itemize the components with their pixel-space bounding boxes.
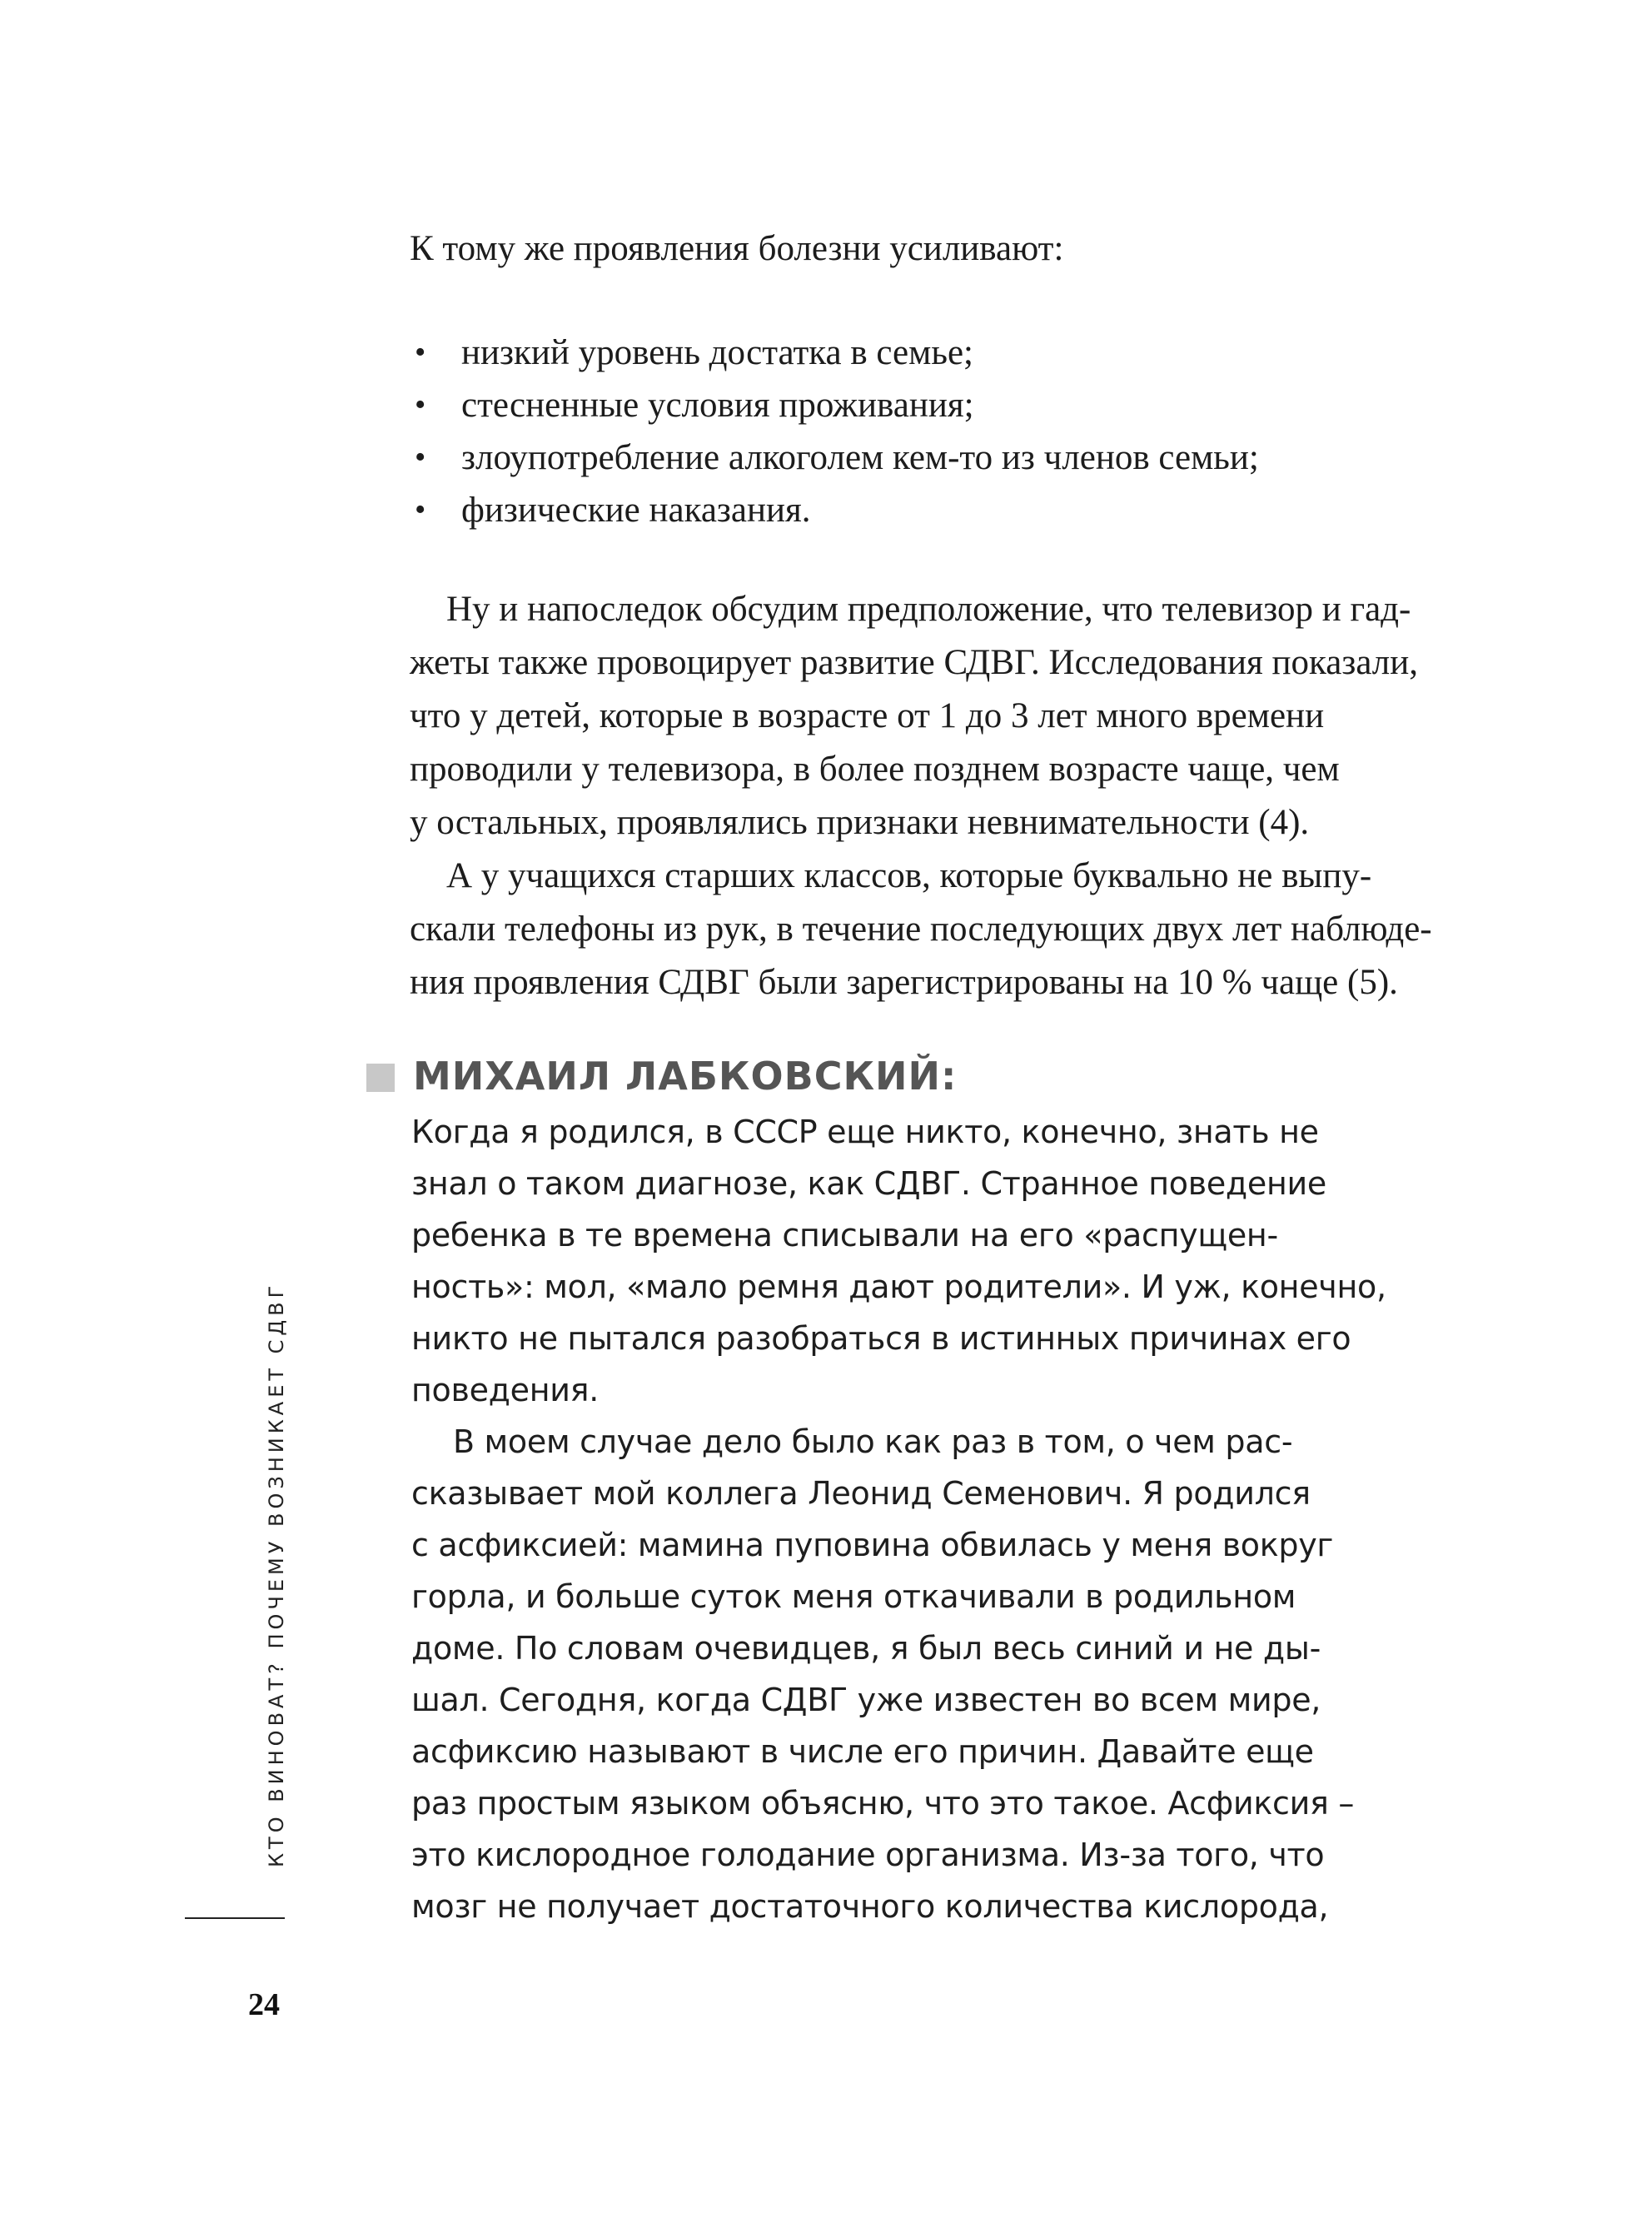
list-item-text: злоупотребление алкоголем кем-то из членов семьи; <box>461 438 1259 477</box>
list-item <box>410 431 1484 484</box>
text-line: с асфиксией: мамина пуповина обвилась у меня вокруг <box>411 1527 1334 1563</box>
text-line: знал о таком диагнозе, как СДВГ. Странное поведение <box>411 1165 1326 1202</box>
intro-line: К тому же проявления болезни усиливают: <box>410 229 1064 268</box>
text-line: сказывает мой коллега Леонид Семенович. Я родился <box>411 1475 1311 1512</box>
list-item-text: физические наказания. <box>461 491 811 530</box>
text-line: ребенка в те времена списывали на его «распущен- <box>411 1217 1278 1254</box>
square-marker-icon <box>366 1064 395 1092</box>
text-line: поведения. <box>411 1372 600 1408</box>
paragraph-phones <box>410 850 1484 1009</box>
list-item <box>410 484 1484 536</box>
quote-paragraph-2 <box>411 1416 1460 1932</box>
risk-factor-list <box>410 326 1484 536</box>
text-line: раз простым языком объясню, что это такое. Асфиксия – <box>411 1785 1355 1822</box>
text-line: это кислородное голодание организма. Из-за того, что <box>411 1837 1325 1873</box>
text-line: ность»: мол, «мало ремня дают родители». И уж, конечно, <box>411 1268 1386 1305</box>
text-line: шал. Сегодня, когда СДВГ уже известен во всем мире, <box>411 1682 1321 1718</box>
speaker-name: МИХАИЛ ЛАБКОВСКИЙ: <box>413 1054 958 1099</box>
text-line: ния проявления СДВГ были зарегистрированы на 10 % чаще (5). <box>410 963 1398 1002</box>
text-line: асфиксию называют в числе его причин. Давайте еще <box>411 1733 1314 1770</box>
page-number: 24 <box>248 1987 280 2022</box>
text-line: мозг не получает достаточного количества кислорода, <box>411 1888 1329 1925</box>
bullet-icon: • <box>415 387 426 422</box>
text-line: доме. По словам очевидцев, я был весь синий и не ды- <box>411 1630 1321 1667</box>
bullet-icon: • <box>415 440 426 475</box>
footer-divider <box>185 1917 285 1919</box>
text-line: скали телефоны из рук, в течение последующих двух лет наблюде- <box>410 910 1432 949</box>
paragraph-gadgets <box>410 583 1484 850</box>
list-item <box>410 326 1484 379</box>
text-line: жеты также провоцирует развитие СДВГ. Исследования показали, <box>410 643 1419 682</box>
text-line: А у учащихся старших классов, которые буквально не выпу- <box>446 856 1372 895</box>
running-head: КТО ВИНОВАТ? ПОЧЕМУ ВОЗНИКАЕТ СДВГ <box>265 1281 288 1867</box>
text-line: Ну и напоследок обсудим предположение, что телевизор и гад- <box>446 590 1411 629</box>
text-line: проводили у телевизора, в более позднем возрасте чаще, чем <box>410 750 1340 789</box>
text-line: Когда я родился, в СССР еще никто, конечно, знать не <box>411 1114 1319 1150</box>
speaker-heading <box>366 1054 957 1099</box>
bullet-icon: • <box>415 492 426 527</box>
text-line: горла, и больше суток меня откачивали в родильном <box>411 1578 1296 1615</box>
text-line: у остальных, проявлялись признаки невнимательности (4). <box>410 803 1310 842</box>
list-item-text: низкий уровень достатка в семье; <box>461 333 973 372</box>
text-line: что у детей, которые в возрасте от 1 до 3 лет много времени <box>410 696 1325 735</box>
quote-paragraph-1 <box>411 1106 1460 1416</box>
list-item <box>410 379 1484 431</box>
bullet-icon: • <box>415 335 426 370</box>
body-paragraphs <box>410 583 1484 1009</box>
text-line: В моем случае дело было как раз в том, о чем рас- <box>453 1423 1293 1460</box>
list-item-text: стесненные условия проживания; <box>461 386 974 425</box>
text-line: никто не пытался разобраться в истинных причинах его <box>411 1320 1351 1357</box>
